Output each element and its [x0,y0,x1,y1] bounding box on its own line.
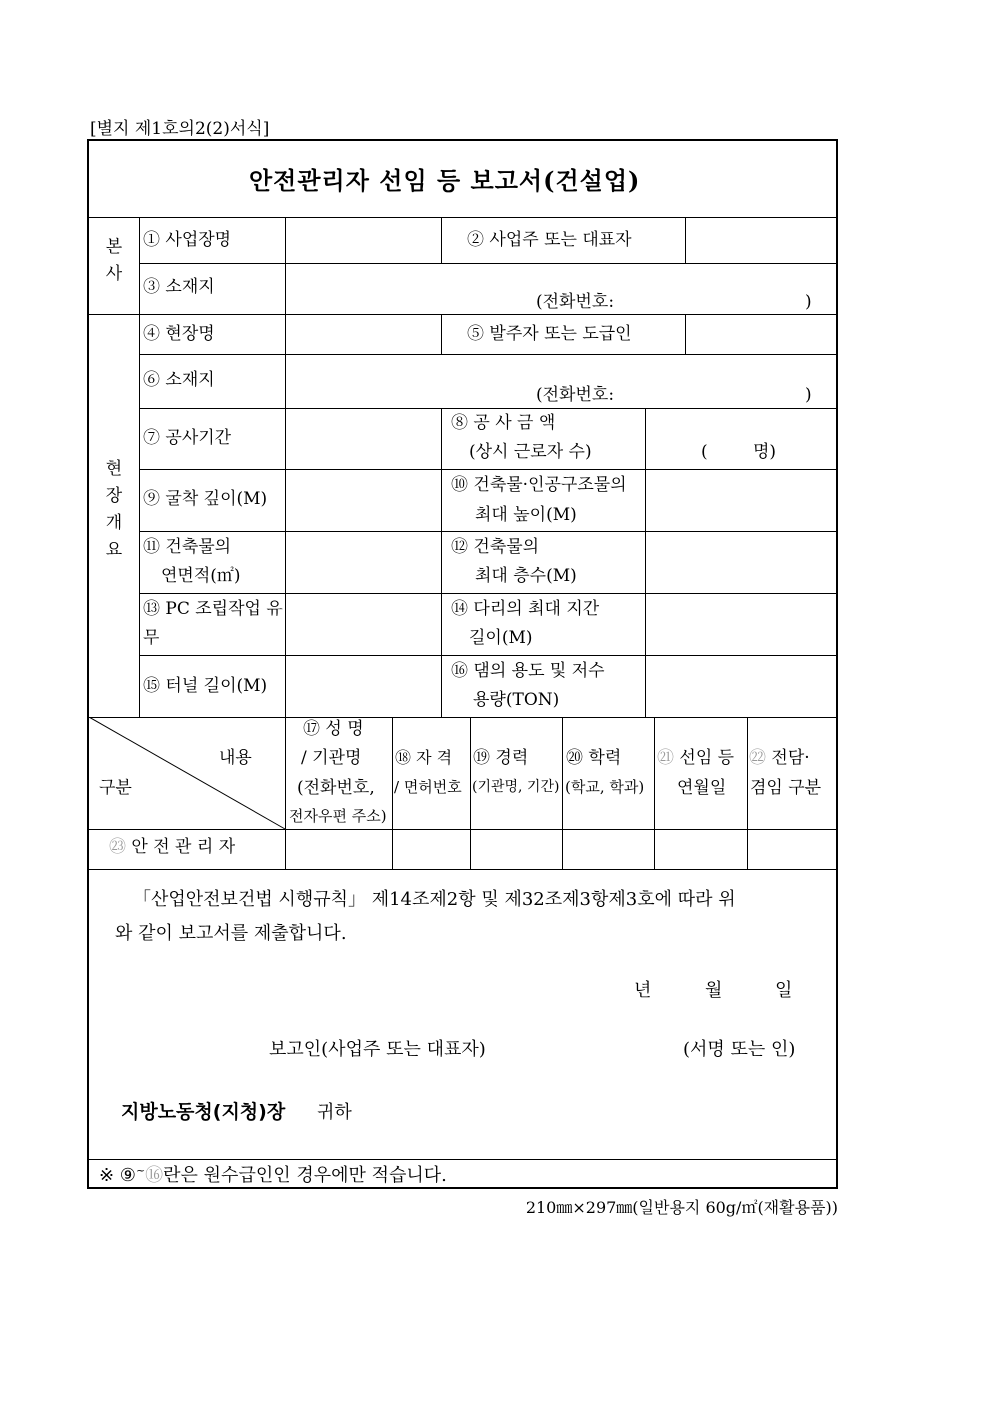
corner-diagonal [89,717,286,830]
field-owner: ② 사업주 또는 대표자 [467,230,632,250]
field-tunnel-length: ⑮ 터널 길이(M) [143,676,268,696]
header-appointment-1: ㉑ 선임 등 [657,748,735,768]
recipient-suffix: 귀하 [317,1102,352,1123]
reporter-label: 보고인(사업주 또는 대표자) [269,1039,486,1060]
hq-phone-label: (전화번호: [536,292,615,312]
field-site-address: ⑥ 소재지 [143,370,215,390]
header-fulltime-2: 겸임 구분 [750,778,822,798]
field-construction-period: ⑦ 공사기간 [143,428,232,448]
header-career-2: (기관명, 기간) [472,779,560,795]
header-fulltime-1: ㉒ 전담· [749,748,810,768]
recipient: 지방노동청(지청)장 [121,1101,286,1123]
field-hq-address: ③ 소재지 [143,277,215,297]
date-year: 년 [634,980,652,1001]
form-frame [87,139,838,1189]
header-qualification-2: / 면허번호 [394,778,462,796]
field-pc-assembly-2: 무 [143,628,160,648]
corner-category-label: 구분 [99,778,132,798]
site-overview-label: 현 장 개 요 [105,459,123,560]
form-title: 안전관리자 선임 등 보고서(건설업) [249,166,641,195]
site-phone-close: ) [805,385,812,405]
field-contract-amount: ⑧ 공 사 금 액 [451,413,556,433]
field-workers-count: (상시 근로자 수) [469,442,592,462]
date-month: 월 [705,980,723,1001]
field-business-name: ① 사업장명 [143,230,232,250]
field-floor-area-1: ⑪ 건축물의 [143,537,232,557]
field-pc-assembly-1: ⑬ PC 조립작업 유 [143,599,283,619]
form-reference: [별지 제1호의2(2)서식] [90,119,270,139]
header-name-1: ⑰ 성 명 [303,719,364,739]
paper-spec: 210㎜×297㎜(일반용지 60g/㎡(재활용품)) [525,1198,838,1217]
header-name-2: / 기관명 [301,748,362,768]
header-career-1: ⑲ 경력 [473,748,529,768]
statement-line-2: 와 같이 보고서를 제출합니다. [115,923,347,944]
workers-unit: 명) [753,442,777,462]
header-name-3: (전화번호, [297,778,375,798]
field-site-name: ④ 현장명 [143,324,215,344]
note: ※ ⑨~⑯란은 원수급인인 경우에만 적습니다. [99,1164,447,1186]
header-qualification-1: ⑱ 자 격 [395,748,453,767]
workers-open-paren: ( [701,442,708,462]
field-floor-area-2: 연면적(㎡) [161,566,241,586]
field-dam-1: ⑯ 댐의 용도 및 저수 [451,661,605,681]
field-bridge-span-2: 길이(M) [469,628,533,648]
field-floors-1: ⑫ 건축물의 [451,537,540,557]
header-appointment-2: 연월일 [677,778,727,798]
headquarters-label: 본 사 [105,237,123,284]
field-floors-2: 최대 층수(M) [475,566,577,586]
field-bridge-span-1: ⑭ 다리의 최대 지간 [451,599,600,619]
field-excavation-depth: ⑨ 굴착 깊이(M) [143,489,268,509]
field-building-height-2: 최대 높이(M) [475,505,577,525]
signature-label: (서명 또는 인) [683,1039,796,1060]
statement-line-1: 「산업안전보건법 시행규칙」 제14조제2항 및 제32조제3항제3호에 따라 위 [133,889,736,910]
header-education-1: ⑳ 학력 [566,748,622,768]
hq-phone-close: ) [805,292,812,312]
row-safety-manager: ㉓ 안 전 관 리 자 [109,837,236,857]
field-client: ⑤ 발주자 또는 도급인 [467,324,632,344]
corner-content-label: 내용 [219,748,252,768]
site-phone-label: (전화번호: [536,385,615,405]
header-name-4: 전자우편 주소) [289,807,387,825]
field-dam-2: 용량(TON) [473,690,560,710]
field-building-height-1: ⑩ 건축물·인공구조물의 [451,475,627,495]
date-day: 일 [775,980,793,1001]
header-education-2: (학교, 학과) [565,778,645,796]
